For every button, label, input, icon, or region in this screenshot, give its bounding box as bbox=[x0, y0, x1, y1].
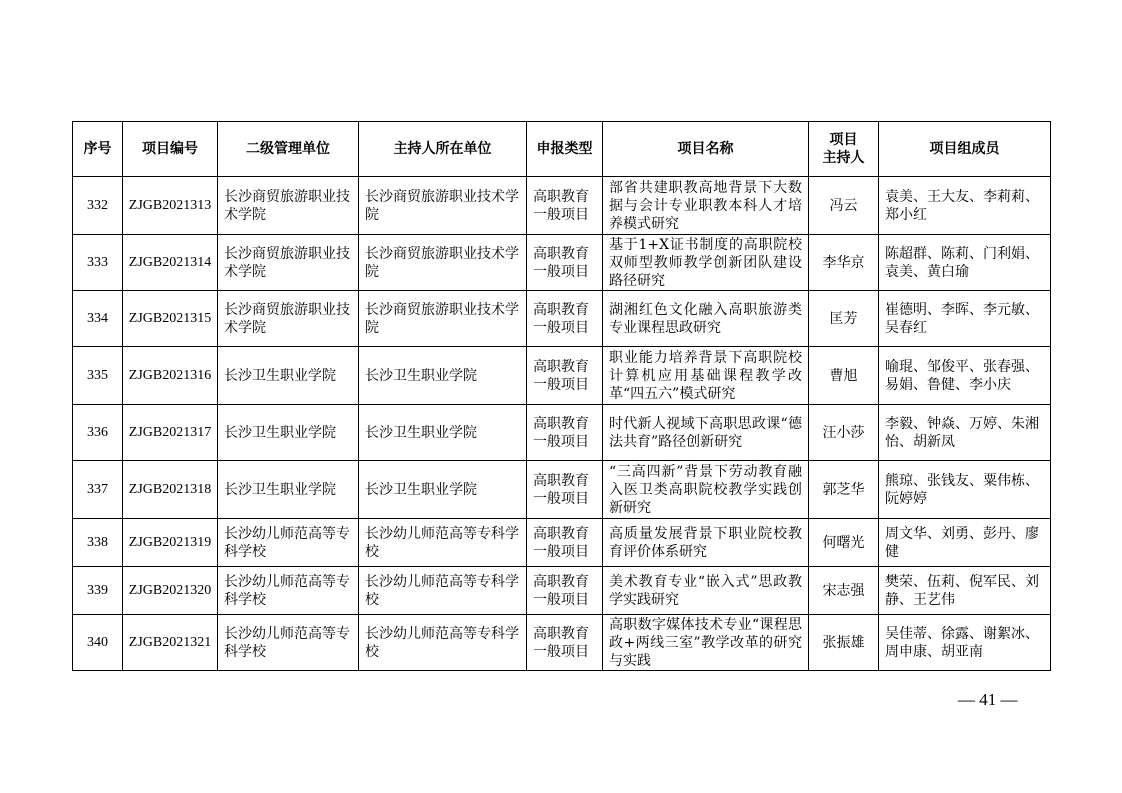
cell-name: “三高四新”背景下劳动教育融入医卫类高职院校教学实践创新研究 bbox=[603, 461, 809, 519]
page-number: — 41 — bbox=[958, 690, 1018, 709]
cell-members: 陈超群、陈莉、门利娟、袁美、黄白瑜 bbox=[879, 235, 1051, 291]
cell-mgmt: 长沙幼儿师范高等专科学校 bbox=[218, 519, 359, 567]
cell-name: 湖湘红色文化融入高职旅游类专业课程思政研究 bbox=[603, 291, 809, 347]
cell-no: 338 bbox=[73, 519, 123, 567]
header-host: 项目 主持人 bbox=[809, 122, 879, 177]
cell-unit: 长沙商贸旅游职业技术学院 bbox=[359, 177, 527, 235]
cell-name: 高质量发展背景下职业院校教育评价体系研究 bbox=[603, 519, 809, 567]
cell-no: 332 bbox=[73, 177, 123, 235]
cell-mgmt: 长沙商贸旅游职业技术学院 bbox=[218, 291, 359, 347]
cell-name: 部省共建职教高地背景下大数据与会计专业职教本科人才培养模式研究 bbox=[603, 177, 809, 235]
cell-members: 樊荣、伍莉、倪军民、刘静、王艺伟 bbox=[879, 567, 1051, 615]
cell-type: 高职教育一般项目 bbox=[527, 177, 603, 235]
table-header-row bbox=[73, 122, 1051, 177]
cell-no: 333 bbox=[73, 235, 123, 291]
cell-name: 时代新人视域下高职思政课“德法共育”路径创新研究 bbox=[603, 405, 809, 461]
cell-name: 基于1+X证书制度的高职院校双师型教师教学创新团队建设路径研究 bbox=[603, 235, 809, 291]
cell-members: 吴佳蒂、徐露、谢絮冰、周申康、胡亚南 bbox=[879, 615, 1051, 671]
cell-no: 335 bbox=[73, 347, 123, 405]
cell-type: 高职教育一般项目 bbox=[527, 405, 603, 461]
cell-mgmt: 长沙卫生职业学院 bbox=[218, 405, 359, 461]
header-members: 项目组成员 bbox=[879, 122, 1051, 177]
cell-members: 喻琨、邹俊平、张春强、易娟、鲁健、李小庆 bbox=[879, 347, 1051, 405]
cell-unit: 长沙卫生职业学院 bbox=[359, 461, 527, 519]
table-row bbox=[73, 461, 1051, 519]
cell-mgmt: 长沙商贸旅游职业技术学院 bbox=[218, 177, 359, 235]
table-row bbox=[73, 347, 1051, 405]
cell-mgmt: 长沙幼儿师范高等专科学校 bbox=[218, 567, 359, 615]
header-type: 申报类型 bbox=[527, 122, 603, 177]
cell-members: 崔德明、李晖、李元敏、吴春红 bbox=[879, 291, 1051, 347]
header-no: 序号 bbox=[73, 122, 123, 177]
cell-type: 高职教育一般项目 bbox=[527, 461, 603, 519]
cell-type: 高职教育一般项目 bbox=[527, 567, 603, 615]
cell-mgmt: 长沙卫生职业学院 bbox=[218, 347, 359, 405]
cell-host: 曹旭 bbox=[809, 347, 879, 405]
table-row bbox=[73, 519, 1051, 567]
cell-unit: 长沙卫生职业学院 bbox=[359, 405, 527, 461]
cell-code: ZJGB2021315 bbox=[123, 291, 218, 347]
cell-code: ZJGB2021321 bbox=[123, 615, 218, 671]
cell-host: 汪小莎 bbox=[809, 405, 879, 461]
cell-type: 高职教育一般项目 bbox=[527, 519, 603, 567]
cell-code: ZJGB2021314 bbox=[123, 235, 218, 291]
header-mgmt: 二级管理单位 bbox=[218, 122, 359, 177]
cell-members: 李毅、钟焱、万婷、朱湘怡、胡新凤 bbox=[879, 405, 1051, 461]
cell-host: 郭芝华 bbox=[809, 461, 879, 519]
cell-no: 336 bbox=[73, 405, 123, 461]
cell-type: 高职教育一般项目 bbox=[527, 291, 603, 347]
header-code: 项目编号 bbox=[123, 122, 218, 177]
cell-members: 熊琼、张钱友、粟伟栋、阮婷婷 bbox=[879, 461, 1051, 519]
cell-members: 袁美、王大友、李莉莉、郑小红 bbox=[879, 177, 1051, 235]
cell-name: 职业能力培养背景下高职院校计算机应用基础课程教学改革“四五六”模式研究 bbox=[603, 347, 809, 405]
cell-unit: 长沙幼儿师范高等专科学校 bbox=[359, 567, 527, 615]
header-name: 项目名称 bbox=[603, 122, 809, 177]
cell-name: 高职数字媒体技术专业“课程思政+两线三室”教学改革的研究与实践 bbox=[603, 615, 809, 671]
cell-host: 张振雄 bbox=[809, 615, 879, 671]
cell-type: 高职教育一般项目 bbox=[527, 235, 603, 291]
cell-members: 周文华、刘勇、彭丹、廖健 bbox=[879, 519, 1051, 567]
table-row bbox=[73, 291, 1051, 347]
cell-host: 匡芳 bbox=[809, 291, 879, 347]
cell-unit: 长沙商贸旅游职业技术学院 bbox=[359, 291, 527, 347]
cell-host: 何曙光 bbox=[809, 519, 879, 567]
cell-code: ZJGB2021313 bbox=[123, 177, 218, 235]
cell-no: 334 bbox=[73, 291, 123, 347]
cell-mgmt: 长沙幼儿师范高等专科学校 bbox=[218, 615, 359, 671]
cell-host: 李华京 bbox=[809, 235, 879, 291]
project-table bbox=[72, 121, 1051, 671]
table-row bbox=[73, 177, 1051, 235]
table-row bbox=[73, 405, 1051, 461]
cell-unit: 长沙幼儿师范高等专科学校 bbox=[359, 615, 527, 671]
cell-code: ZJGB2021319 bbox=[123, 519, 218, 567]
cell-unit: 长沙卫生职业学院 bbox=[359, 347, 527, 405]
cell-host: 宋志强 bbox=[809, 567, 879, 615]
cell-no: 337 bbox=[73, 461, 123, 519]
cell-unit: 长沙幼儿师范高等专科学校 bbox=[359, 519, 527, 567]
cell-code: ZJGB2021318 bbox=[123, 461, 218, 519]
cell-name: 美术教育专业“嵌入式”思政教学实践研究 bbox=[603, 567, 809, 615]
header-unit: 主持人所在单位 bbox=[359, 122, 527, 177]
cell-no: 339 bbox=[73, 567, 123, 615]
cell-mgmt: 长沙卫生职业学院 bbox=[218, 461, 359, 519]
table-row bbox=[73, 567, 1051, 615]
table-row bbox=[73, 235, 1051, 291]
cell-code: ZJGB2021316 bbox=[123, 347, 218, 405]
cell-code: ZJGB2021317 bbox=[123, 405, 218, 461]
cell-type: 高职教育一般项目 bbox=[527, 615, 603, 671]
table-row bbox=[73, 615, 1051, 671]
cell-host: 冯云 bbox=[809, 177, 879, 235]
cell-code: ZJGB2021320 bbox=[123, 567, 218, 615]
cell-type: 高职教育一般项目 bbox=[527, 347, 603, 405]
cell-no: 340 bbox=[73, 615, 123, 671]
cell-mgmt: 长沙商贸旅游职业技术学院 bbox=[218, 235, 359, 291]
cell-unit: 长沙商贸旅游职业技术学院 bbox=[359, 235, 527, 291]
